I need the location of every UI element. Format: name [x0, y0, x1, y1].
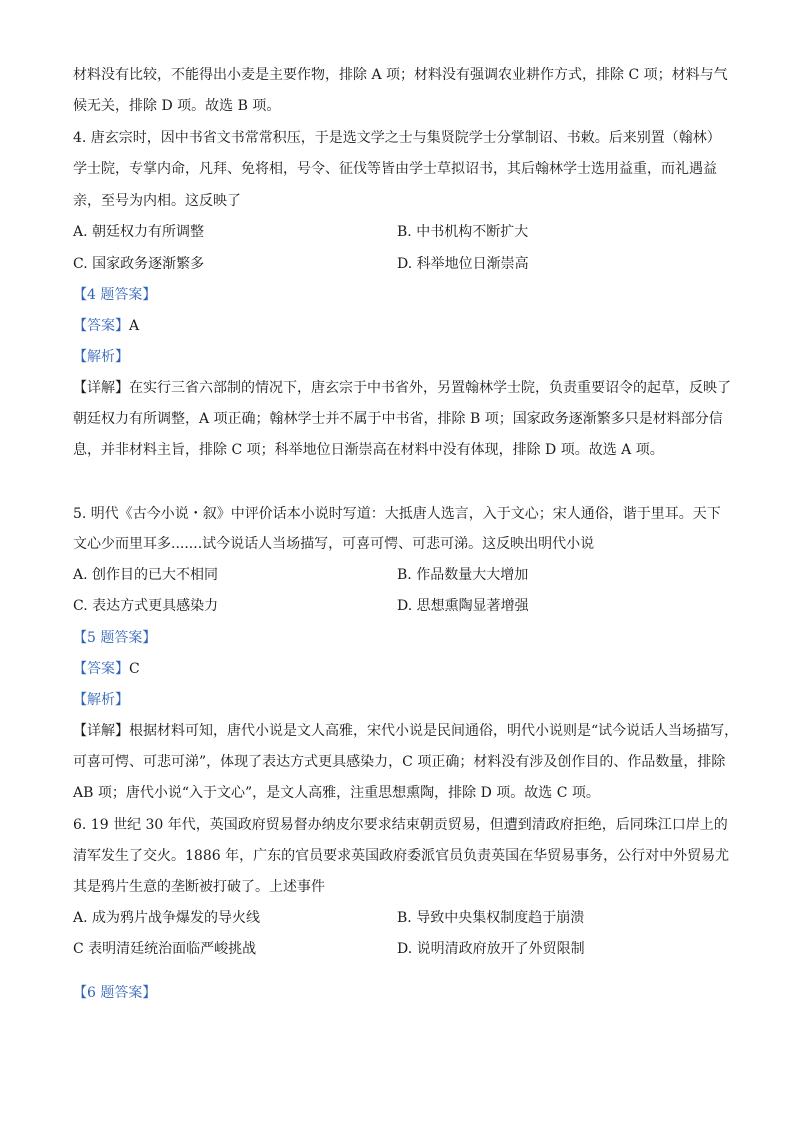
q4-option-d: D. 科举地位日渐崇高: [397, 256, 529, 272]
answer-value: A: [129, 318, 140, 334]
q4-analysis-label: 【解析】: [73, 349, 129, 365]
answer-value: C: [129, 661, 140, 677]
q3-analysis-line: 材料没有比较，不能得出小麦是主要作物，排除 A 项；材料没有强调农业耕作方式，排除 C 项；材料与气: [73, 67, 728, 83]
q4-section-label: 【4 题答案】: [73, 287, 157, 303]
detail-label: 【详解】: [73, 723, 129, 739]
detail-text: 根据材料可知，唐代小说是文人高雅，宋代小说是民间通俗，明代小说则是“试今说话人当场描写，: [129, 723, 739, 739]
q6-option-d: D. 说明清政府放开了外贸限制: [397, 941, 585, 957]
detail-label: 【详解】: [73, 380, 129, 396]
q4-detail-line: [73, 378, 731, 398]
q6-stem-line: 6. 19 世纪 30 年代，英国政府贸易督办纳皮尔要求结束朝贡贸易，但遭到清政府拒绝，后同珠江口岸上的: [73, 817, 728, 833]
q5-section-label: 【5 题答案】: [73, 630, 157, 646]
q4-option-c: C. 国家政务逐渐繁多: [73, 256, 205, 272]
q3-analysis-line: 候无关，排除 D 项。故选 B 项。: [73, 98, 281, 114]
q5-stem-line: 5. 明代《古今小说・叙》中评价话本小说时写道：大抵唐人选言，入于文心；宋人通俗，谐于里耳。天下: [73, 506, 721, 522]
answer-label: 【答案】: [73, 318, 129, 334]
q5-detail-line: 可喜可愕、可悲可涕”，体现了表达方式更具感染力，C 项正确；材料没有涉及创作目的、作品数量，排除: [73, 754, 726, 770]
q5-stem-line: 文心少而里耳多.......试今说话人当场描写，可喜可愕、可悲可涕。这反映出明代小说: [73, 536, 595, 552]
q4-answer: [73, 316, 725, 336]
q4-stem-line: 学士院，专掌内命，凡拜、免将相，号令、征伐等皆由学士草拟诏书，其后翰林学士选用益重，而礼遇益: [73, 161, 717, 177]
q5-answer: [73, 659, 725, 679]
q4-stem-line: 4. 唐玄宗时，因中书省文书常常积压，于是选文学之士与集贤院学士分掌制诏、书敕。后来别置（翰林）: [73, 130, 721, 146]
detail-text: 在实行三省六部制的情况下，唐玄宗于中书省外，另置翰林学士院，负责重要诏令的起草，反映了: [129, 380, 731, 396]
q5-option-b: B. 作品数量大大增加: [397, 567, 529, 583]
q4-detail-line: 息，并非材料主旨，排除 C 项；科举地位日渐崇高在材料中没有体现，排除 D 项。故选 A 项。: [73, 442, 664, 458]
q6-option-a: A. 成为鸦片战争爆发的导火线: [73, 910, 261, 926]
answer-label: 【答案】: [73, 661, 129, 677]
q5-option-c: C. 表达方式更具感染力: [73, 598, 219, 614]
q6-stem-line: 清军发生了交火。1886 年，广东的官员要求英国政府委派官员负责英国在华贸易事务，公行对中外贸易尤: [73, 848, 730, 864]
q4-option-b: B. 中书机构不断扩大: [397, 224, 529, 240]
q5-option-d: D. 思想熏陶显著增强: [397, 598, 529, 614]
q5-analysis-label: 【解析】: [73, 692, 129, 708]
q4-stem-line: 亲，至号为内相。这反映了: [73, 193, 241, 209]
q5-option-a: A. 创作目的已大不相同: [73, 567, 219, 583]
q5-detail-line: [73, 721, 739, 741]
q6-section-label: 【6 题答案】: [73, 985, 157, 1001]
q4-detail-line: 朝廷权力有所调整，A 项正确；翰林学士并不属于中书省，排除 B 项；国家政务逐渐繁多只是材料部分信: [73, 411, 723, 427]
q6-option-c: C 表明清廷统治面临严峻挑战: [73, 941, 257, 957]
q4-option-a: A. 朝廷权力有所调整: [73, 224, 205, 240]
q6-stem-line: 其是鸦片生意的垄断被打破了。上述事件: [73, 879, 325, 895]
q6-option-b: B. 导致中央集权制度趋于崩溃: [397, 910, 585, 926]
q5-detail-line: AB 项；唐代小说“入于文心”，是文人高雅，注重思想熏陶，排除 D 项。故选 C 项。: [73, 785, 600, 801]
